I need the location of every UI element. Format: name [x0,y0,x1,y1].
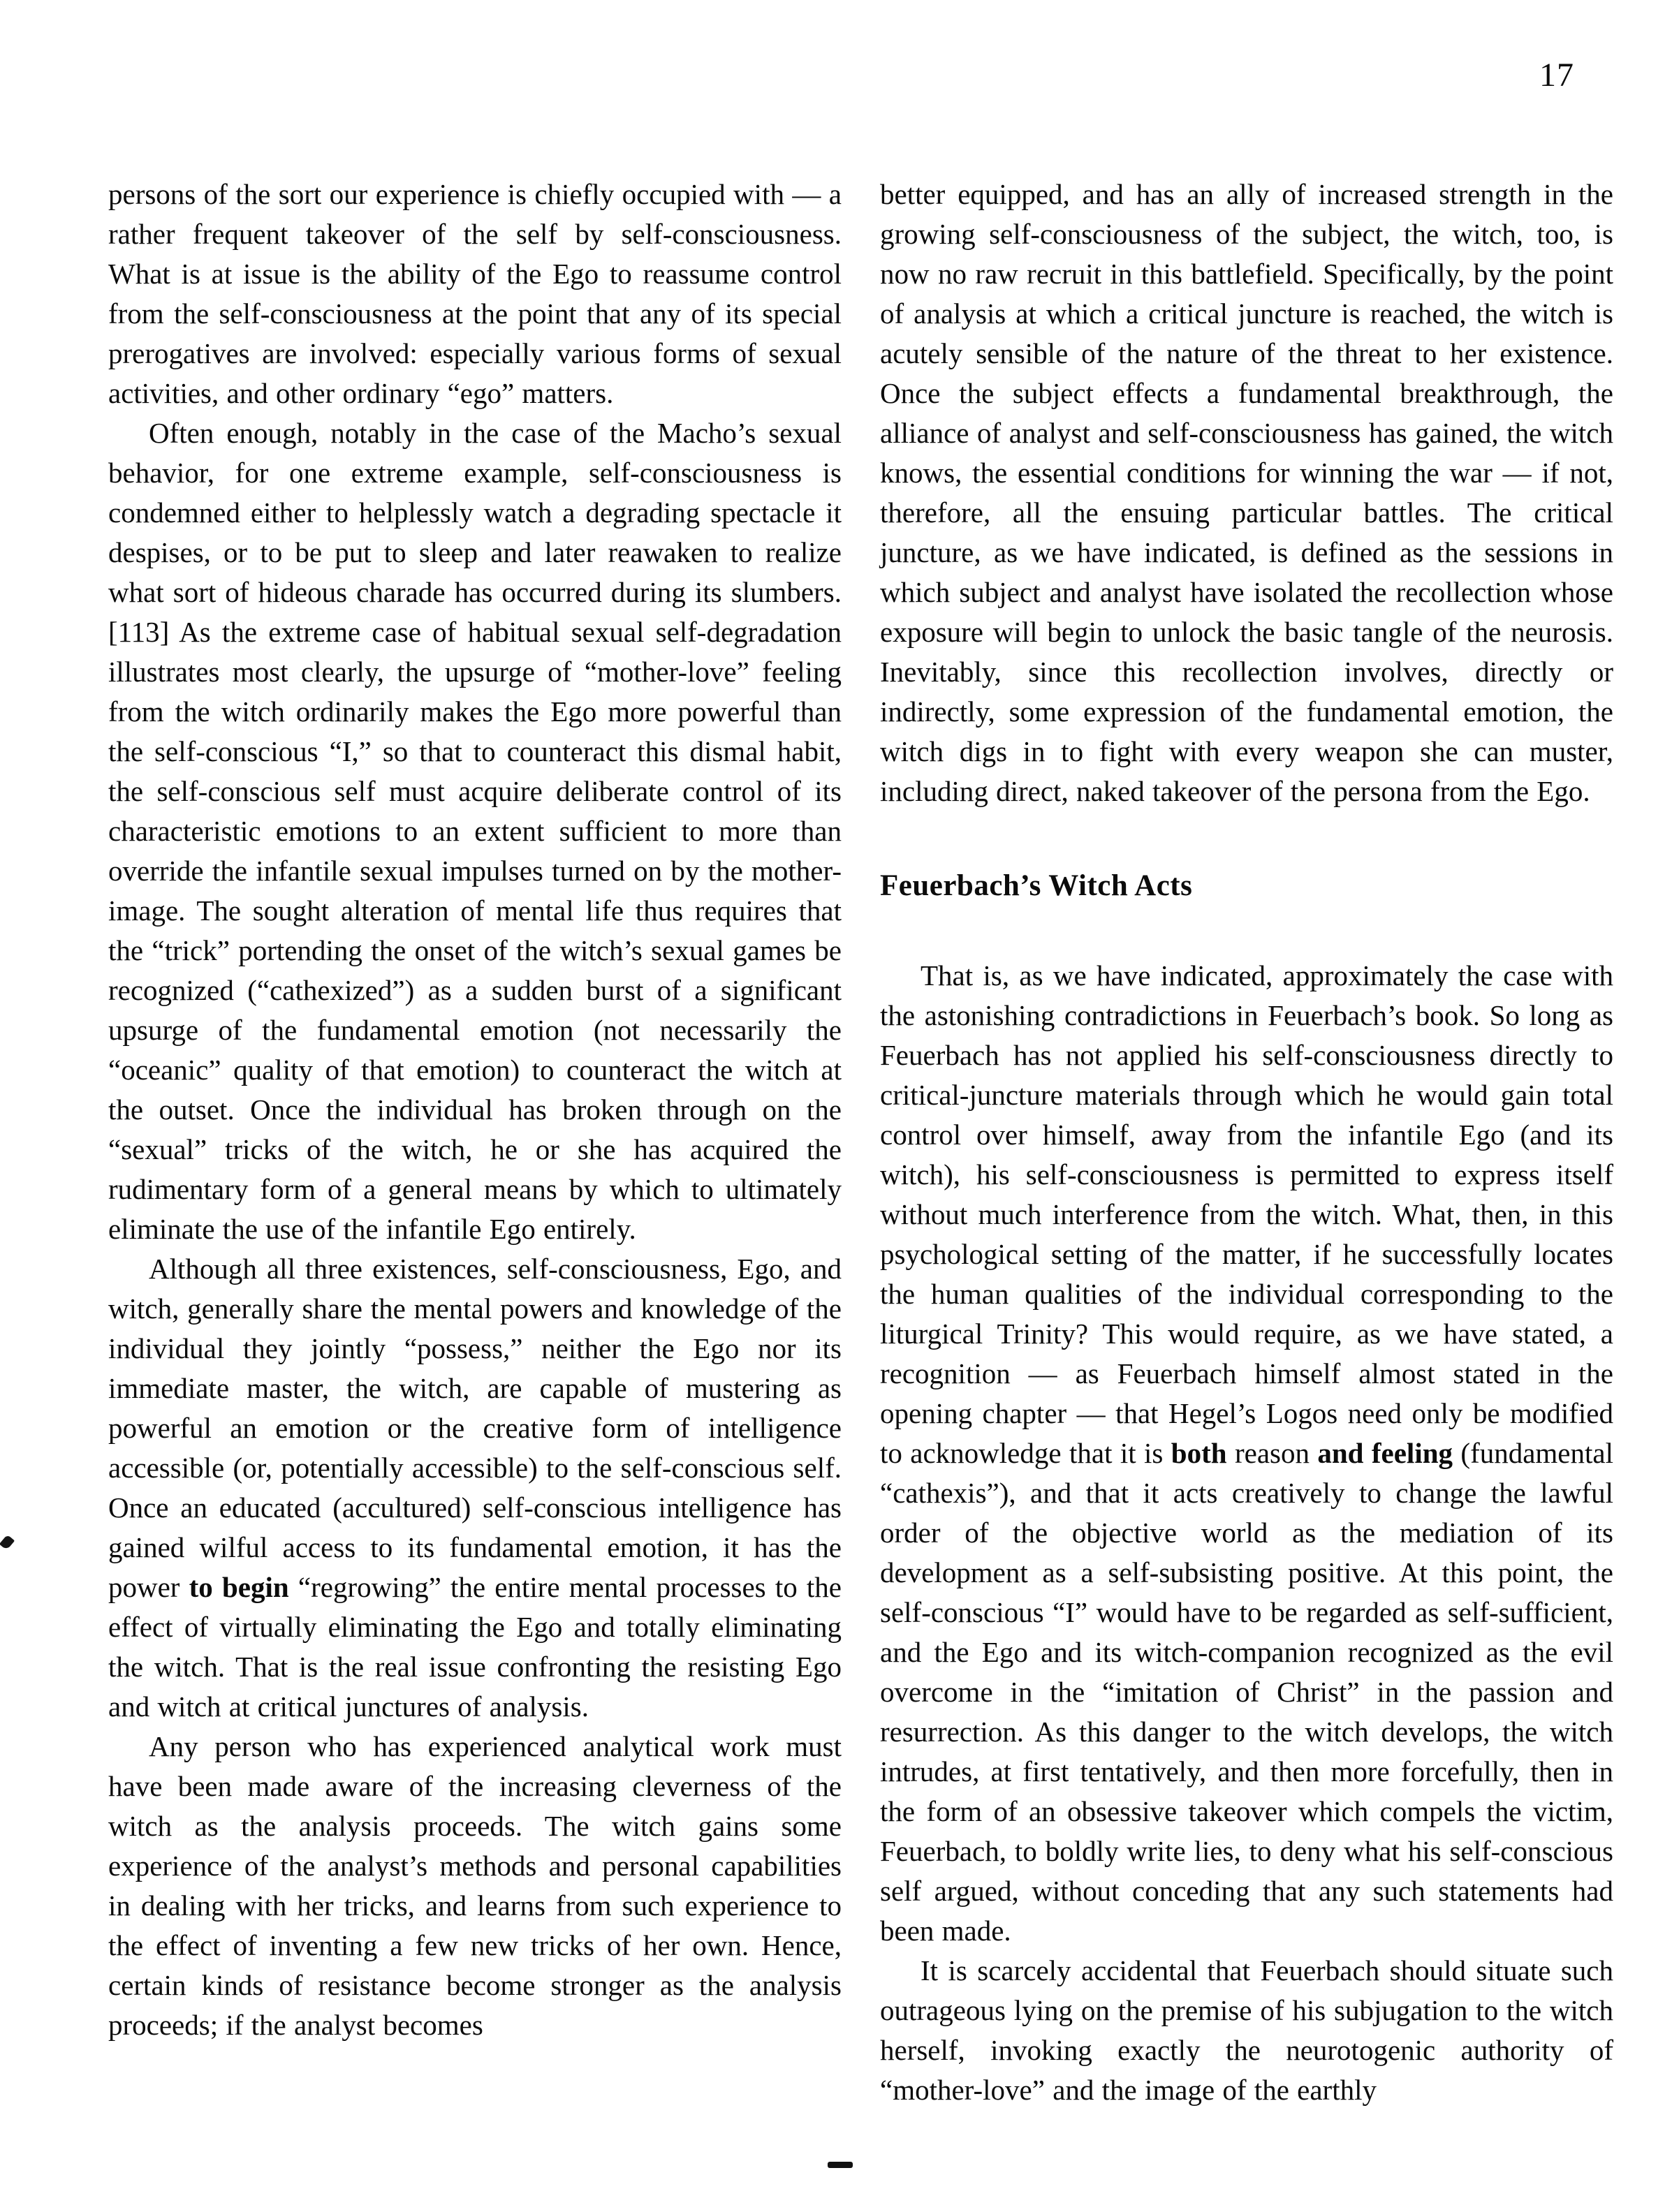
two-column-text-block [108,175,1613,2110]
body-text: reason [1226,1437,1318,1469]
body-text: better equipped, and has an ally of increased strength in the growing self-consciousness of the subject, the witch, too, is now no raw recruit in this battlefield. Specifically, by the point of analysis at which a critical juncture is reached, the witch is acutely sensible of the nature of the threat to her existence. Once the subject effects a fundamental breakthrough, the alliance of analyst and self-consciousness has gained, the witch knows, the essential conditions for winning the war — if not, therefore, all the ensuing particular battles. The critical juncture, as we have indicated, is defined as the sessions in which subject and analyst have isolated the recollection whose exposure will begin to unlock the basic tangle of the neurosis. Inevitably, since this recollection involves, directly or indirectly, some expression of the fundamental emotion, the witch digs in to fight with every weapon she can muster, including direct, naked takeover of the persona from the Ego. [880,178,1613,807]
body-text: That is, as we have indicated, approximately the case with the astonishing contradictions in Feuerbach’s book. So long as Feuerbach has not applied his self-consciousness directly to critical-juncture materials through which he would gain total control over himself, away from the infantile Ego (and its witch), his self-consciousness is permitted to express itself without much interference from the witch. What, then, in this psychological setting of the matter, if he successfully locates the human qualities of the individual corresponding to the liturgical Trinity? This would require, as we have stated, a recognition — as Feuerbach himself almost stated in the opening chapter — that Hegel’s Logos need only be modified to acknowledge that it is [880,959,1613,1469]
body-text: (fundamental “cathexis”), and that it acts creatively to change the lawful order of the objective world as the mediation of its development as a self-subsisting positive. At this point, the self-conscious “I” would have to be regarded as self-sufficient, and the Ego and its witch-companion recognized as the evil overcome in the “imitation of Christ” in the passion and resurrection. As this danger to the witch develops, the witch intrudes, at first tentatively, and then more forcefully, then in the form of an obsessive takeover which compels the victim, Feuerbach, to boldly write lies, to deny what his self-conscious self argued, without conceding that any such statements had been made. [880,1437,1613,1947]
body-text: Although all three existences, self-consciousness, Ego, and witch, generally share the mental powers and knowledge of the individual they jointly “possess,” neither the Ego nor its immediate master, the witch, are capable of mustering as powerful an emotion or the creative form of intelligence accessible (or, potentially accessible) to the self-conscious self. Once an educated (accultured) self-conscious intelligence has gained wilful access to its fundamental emotion, it has the power [108,1253,842,1603]
section-heading: Feuerbach’s Witch Acts [880,869,1193,902]
paragraph [108,413,842,1249]
emphasized-text: both [1171,1437,1227,1469]
body-text: Any person who has experienced analytical work must have been made aware of the increasing cleverness of the witch as the analysis proceeds. The witch gains some experience of the analyst’s methods and personal capabilities in dealing with her tricks, and learns from such experience to the effect of inventing a few new tricks of her own. Hence, certain kinds of resistance become stronger as the analysis proceeds; if the analyst becomes [108,1730,842,2041]
paragraph [108,175,842,413]
paragraph [880,1951,1613,2110]
scan-artifact-dash [828,2162,853,2168]
paragraph [880,956,1613,1951]
emphasized-text: to begin [189,1571,289,1603]
right-column [880,175,1613,2110]
scan-artifact-speck [0,1535,15,1551]
page-number: 17 [1539,57,1574,94]
paragraph [108,1727,842,2045]
body-text: “regrowing” the entire mental processes to the effect of virtually eliminating the Ego and totally eliminating the witch. That is the real issue confronting the resisting Ego and witch at critical junctures of analysis. [108,1571,842,1723]
body-text: Often enough, notably in the case of the Macho’s sexual behavior, for one extreme example, self-consciousness is condemned either to helplessly watch a degrading spectacle it despises, or to be put to sleep and later reawaken to realize what sort of hideous charade has occurred during its slumbers.[113] As the extreme case of habitual sexual self-degradation illustrates most clearly, the upsurge of “mother-love” feeling from the witch ordinarily makes the Ego more powerful than the self-conscious “I,” so that to counteract this dismal habit, the self-conscious self must acquire deliberate control of its characteristic emotions to an extent sufficient to more than override the infantile sexual impulses turned on by the mother-image. The sought alteration of mental life thus requires that the “trick” portending the onset of the witch’s sexual games be recognized (“cathexized”) as a sudden burst of a significant upsurge of the fundamental emotion (not necessarily the “oceanic” quality of that emotion) to counteract the witch at the outset. Once the individual has broken through on the “sexual” tricks of the witch, he or she has acquired the rudimentary form of a general means by which to ultimately eliminate the use of the infantile Ego entirely. [108,417,842,1245]
emphasized-text: and feeling [1317,1437,1453,1469]
right-column-bottom [880,956,1613,2110]
right-column-top [880,175,1613,811]
left-column [108,175,842,2110]
body-text: persons of the sort our experience is chiefly occupied with — a rather frequent takeover of the self by self-consciousness. What is at issue is the ability of the Ego to reassume control from the self-consciousness at the point that any of its special prerogatives are involved: especially various forms of sexual activities, and other ordinary “ego” matters. [108,178,842,409]
paragraph [880,175,1613,811]
paragraph [108,1249,842,1727]
body-text: It is scarcely accidental that Feuerbach should situate such outrageous lying on the premise of his subjugation to the witch herself, invoking exactly the neurotogenic authority of “mother-love” and the image of the earthly [880,1954,1613,2106]
